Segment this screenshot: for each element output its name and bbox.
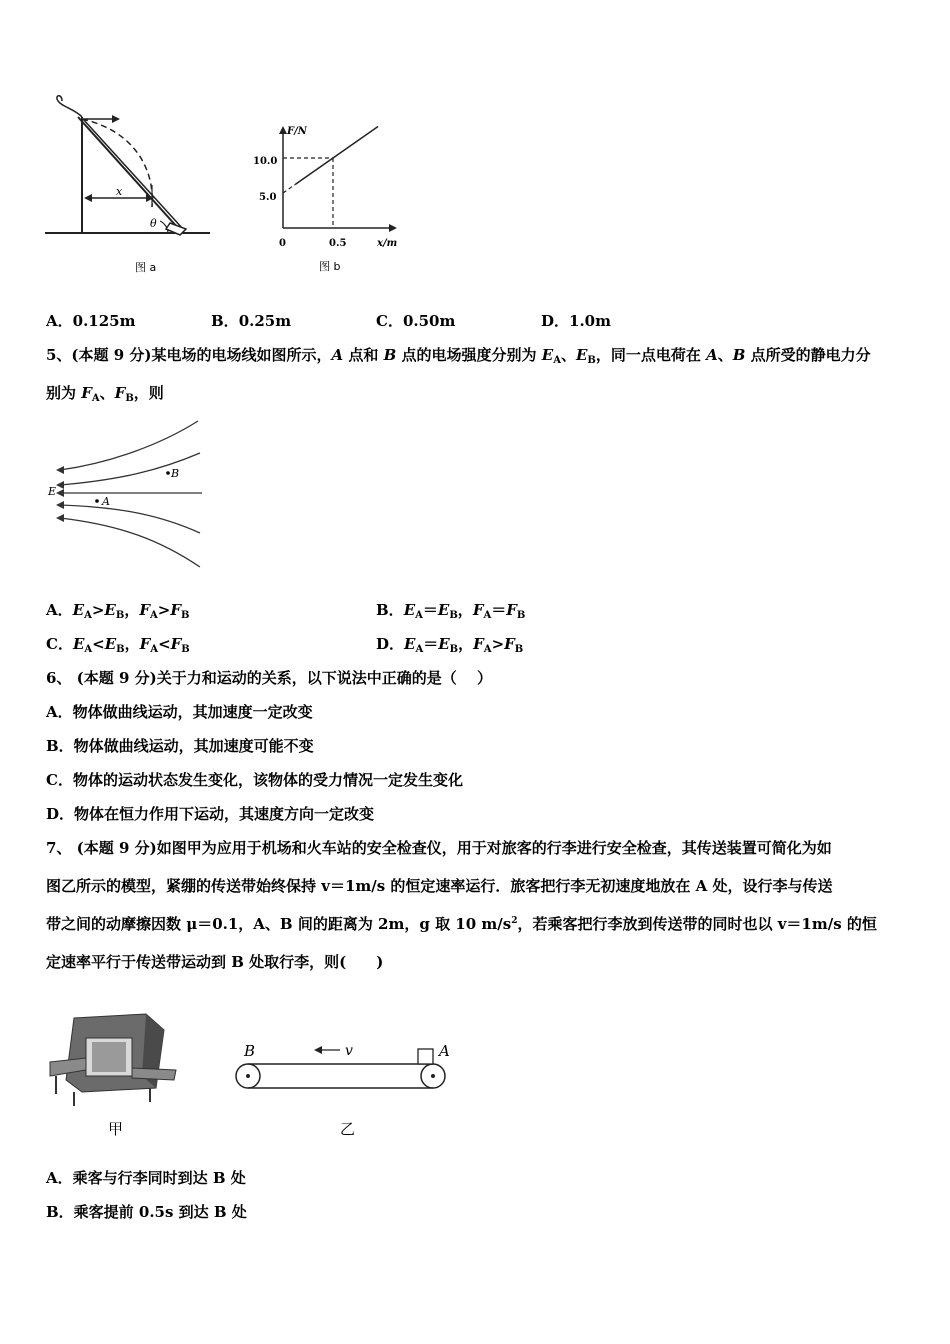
q6-option-d[interactable]: D．物体在恒力作用下运动，其速度方向一定改变 [46, 805, 375, 823]
conveyor-belt-diagram [228, 1035, 463, 1140]
field-arrow-5 [56, 514, 64, 522]
luggage-box [418, 1049, 433, 1064]
y-tick-5: 5.0 [259, 192, 277, 203]
fig-b-caption: 图 b [319, 260, 341, 273]
q5-stem-line2: 别为 $F_A$、$F_B$，则 [46, 384, 164, 404]
security-scanner-image [46, 1010, 181, 1140]
x-axis-arrow [389, 224, 397, 232]
series-line [296, 127, 379, 185]
q7-stem-line4: 定速率平行于传送带运动到 B 处取行李，则( ) [46, 953, 384, 971]
scanner-tunnel-inner [92, 1042, 126, 1072]
q6-stem: 6、 (本题 9 分)关于力和运动的关系，以下说法中正确的是（ ） [46, 669, 492, 687]
field-line-1 [60, 421, 198, 470]
rod-line-2 [83, 119, 183, 229]
belt-point-a: A [439, 1042, 450, 1060]
q5-option-a[interactable]: A．$E_A>E_B$，$F_A>F_B$ [46, 601, 190, 621]
figure-b-chart [245, 118, 410, 278]
x-tick-0: 0 [279, 238, 286, 249]
y-axis-label: F/N [287, 126, 307, 137]
pulley-left-axle [246, 1074, 250, 1078]
q5-option-c[interactable]: C．$E_A<E_B$，$F_A<F_B$ [46, 635, 190, 655]
q6-option-c[interactable]: C．物体的运动状态发生变化，该物体的受力情况一定发生变化 [46, 771, 463, 789]
option-letter: C． [376, 312, 403, 330]
theta-label: θ [150, 217, 157, 230]
q6-option-a[interactable]: A．物体做曲线运动，其加速度一定改变 [46, 703, 313, 721]
option-text: 0.50m [402, 312, 456, 330]
belt-point-b: B [244, 1042, 256, 1060]
q7-stem-line1: 7、 (本题 9 分)如图甲为应用于机场和火车站的安全检查仪，用于对旅客的行李进行安全检查，其传送装置可简化为如 [46, 839, 832, 857]
fig-a-caption: 图 a [135, 261, 157, 274]
q5-option-d[interactable]: D．$E_A=E_B$，$F_A>F_B$ [376, 635, 524, 655]
line-extension-dashed [283, 184, 296, 193]
q4-option-b[interactable] [211, 311, 291, 331]
option-text: 1.0m [569, 312, 611, 330]
field-arrow-1 [56, 466, 64, 474]
x-arrow-left [84, 194, 92, 202]
rod-line [78, 117, 178, 228]
point-a-label: A [102, 495, 110, 508]
velocity-arrowhead [314, 1046, 322, 1054]
pulley-right-axle [431, 1074, 435, 1078]
field-arrow-3 [56, 489, 64, 497]
string-hook [57, 96, 82, 117]
y-tick-10: 10.0 [253, 156, 278, 167]
option-text: 0.25m [238, 312, 292, 330]
x-axis-label: x/m [377, 238, 398, 249]
option-letter: A． [46, 312, 73, 330]
q7-stem-line3: 带之间的动摩擦因数 μ＝0.1，A、B 间的距离为 2m，g 取 10 $m/s^2$，若乘客把行李放到传送带的同时也以 v＝1m/s 的恒 [46, 915, 877, 933]
field-line-4 [60, 505, 200, 533]
q7-option-b[interactable]: B．乘客提前 0.5s 到达 B 处 [46, 1203, 247, 1221]
fig-jia-caption: 甲 [108, 1120, 124, 1138]
field-e-label: E [48, 485, 57, 498]
q4-option-d[interactable] [541, 311, 611, 331]
option-letter: D． [541, 312, 570, 330]
figure-a [40, 95, 215, 285]
point-b-label: B [171, 467, 180, 480]
fig-yi-caption: 乙 [340, 1120, 356, 1138]
arrowhead-top [112, 115, 120, 123]
q4-option-a[interactable] [46, 311, 135, 331]
q7-option-a[interactable]: A．乘客与行李同时到达 B 处 [46, 1169, 246, 1187]
y-axis-arrow [279, 126, 287, 134]
q5-option-b[interactable]: B．$E_A=E_B$，$F_A=F_B$ [376, 601, 526, 621]
x-tick-05: 0.5 [329, 238, 347, 249]
x-label: x [116, 185, 123, 198]
field-arrow-2 [56, 481, 64, 489]
point-b-dot [166, 471, 170, 475]
option-letter: B． [211, 312, 239, 330]
velocity-label: v [345, 1043, 353, 1059]
q6-option-b[interactable]: B．物体做曲线运动，其加速度可能不变 [46, 737, 314, 755]
q4-option-c[interactable] [376, 311, 455, 331]
option-text: 0.125m [72, 312, 136, 330]
field-arrow-4 [56, 501, 64, 509]
q7-stem-line2: 图乙所示的模型，紧绷的传送带始终保持 v＝1m/s 的恒定速率运行．旅客把行李无初速度地放在 A 处，设行李与传送 [46, 877, 833, 895]
field-line-5 [60, 518, 200, 567]
electric-field-figure [40, 415, 210, 575]
conveyor-right [132, 1068, 176, 1080]
q5-stem-line1: 5、(本题 9 分)某电场的电场线如图所示，A 点和 B 点的电场强度分别为 $E_A$、$E_B$，同一点电荷在 A、B 点所受的静电力分 [46, 346, 871, 366]
point-a-dot [95, 499, 99, 503]
